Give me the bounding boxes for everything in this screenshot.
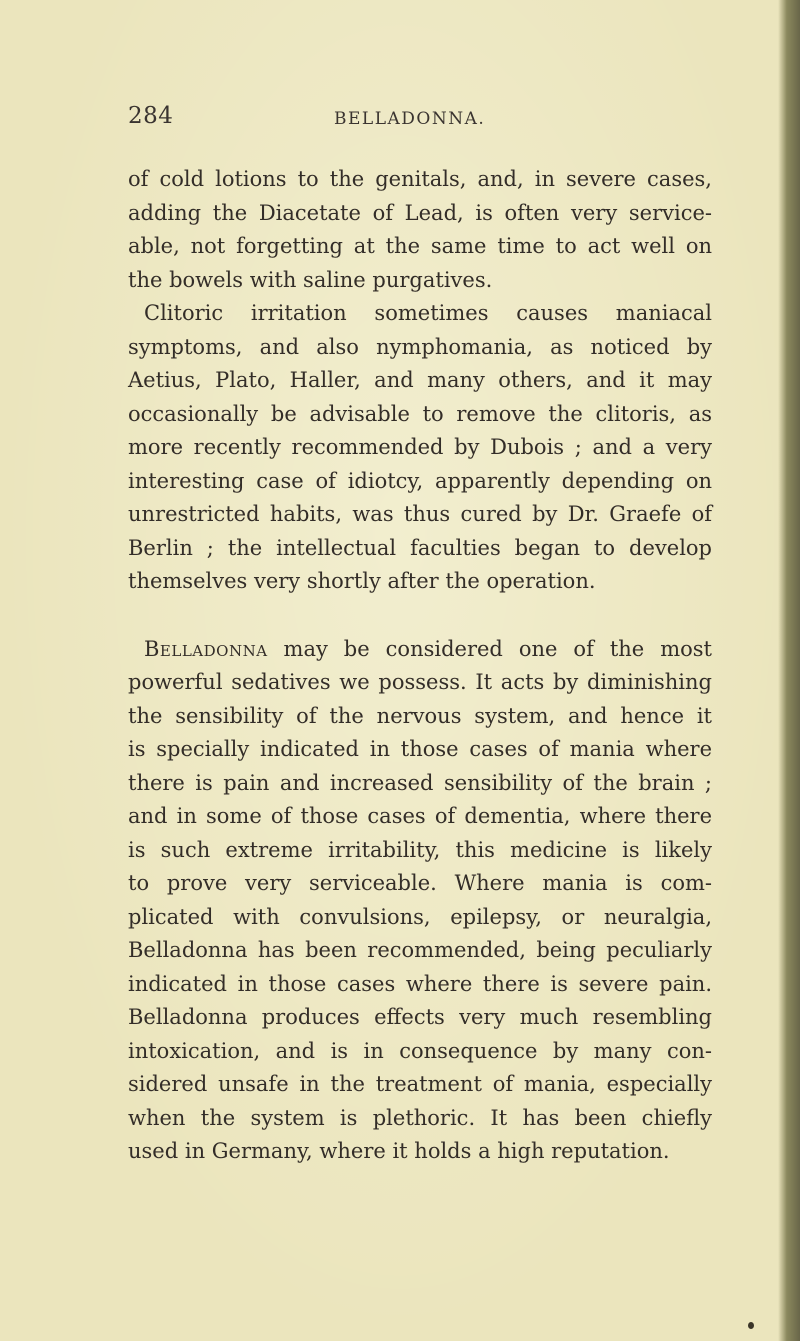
page-edge-shadow [778, 0, 800, 1341]
paragraph-gap [128, 599, 712, 633]
lead-word: Belladonna [144, 636, 268, 661]
text-line: indicated in those cases where there is severe pain. [128, 971, 712, 996]
text-line: is such extreme irritability, this medicine is likely [128, 837, 712, 862]
page-header [128, 103, 708, 143]
text-line: the sensibility of the nervous system, and hence it [128, 703, 712, 728]
paragraph-3 [128, 633, 712, 1169]
text-line: symptoms, and also nymphomania, as noticed by [128, 334, 712, 359]
text-line: unrestricted habits, was thus cured by Dr. Graefe of [128, 502, 712, 526]
text-line: the bowels with saline purgatives. [128, 267, 493, 292]
text-line: and in some of those cases of dementia, where there [128, 804, 712, 828]
text-line: of cold lotions to the genitals, and, in severe cases, [128, 167, 712, 191]
paragraph-1 [128, 163, 712, 297]
text-line: Clitoric irritation sometimes causes maniacal [144, 301, 712, 325]
page-number: 284 [128, 103, 174, 129]
text-line: Belladonna has been recommended, being peculiarly [128, 938, 712, 962]
text-line: sidered unsafe in the treatment of mania, especially [128, 1072, 712, 1096]
text-line: themselves very shortly after the operation. [128, 569, 596, 593]
text-line: able, not forgetting at the same time to act well on [128, 234, 712, 258]
text-line [128, 633, 712, 667]
text-line: occasionally be advisable to remove the clitoris, as [128, 401, 712, 426]
running-head: BELLADONNA. [334, 109, 486, 129]
text-line: Belladonna produces effects very much resembling [128, 1005, 712, 1029]
text-line: to prove very serviceable. Where mania is com- [128, 871, 712, 895]
text-line: is specially indicated in those cases of mania where [128, 737, 712, 761]
text-line: plicated with convulsions, epilepsy, or neuralgia, [128, 904, 712, 929]
text-line: powerful sedatives we possess. It acts by diminishing [128, 670, 712, 694]
text-line: Aetius, Plato, Haller, and many others, and it may [128, 368, 712, 392]
first-line-rest: may be considered one of the most [283, 636, 712, 661]
text-line: more recently recommended by Dubois ; and a very [128, 435, 712, 459]
text-line: used in Germany, where it holds a high reputation. [128, 1139, 670, 1163]
text-line: adding the Diacetate of Lead, is often very service- [128, 200, 712, 225]
text-line: interesting case of idiotcy, apparently depending on [128, 468, 712, 493]
text-line: when the system is plethoric. It has been chiefly [128, 1105, 712, 1130]
paragraph-2 [128, 297, 712, 599]
text-line: intoxication, and is in consequence by many con- [128, 1038, 712, 1063]
body-text [128, 163, 712, 1169]
text-line: Berlin ; the intellectual faculties began to develop [128, 535, 712, 560]
text-line: there is pain and increased sensibility of the brain ; [128, 770, 712, 795]
ink-speck [748, 1322, 754, 1329]
